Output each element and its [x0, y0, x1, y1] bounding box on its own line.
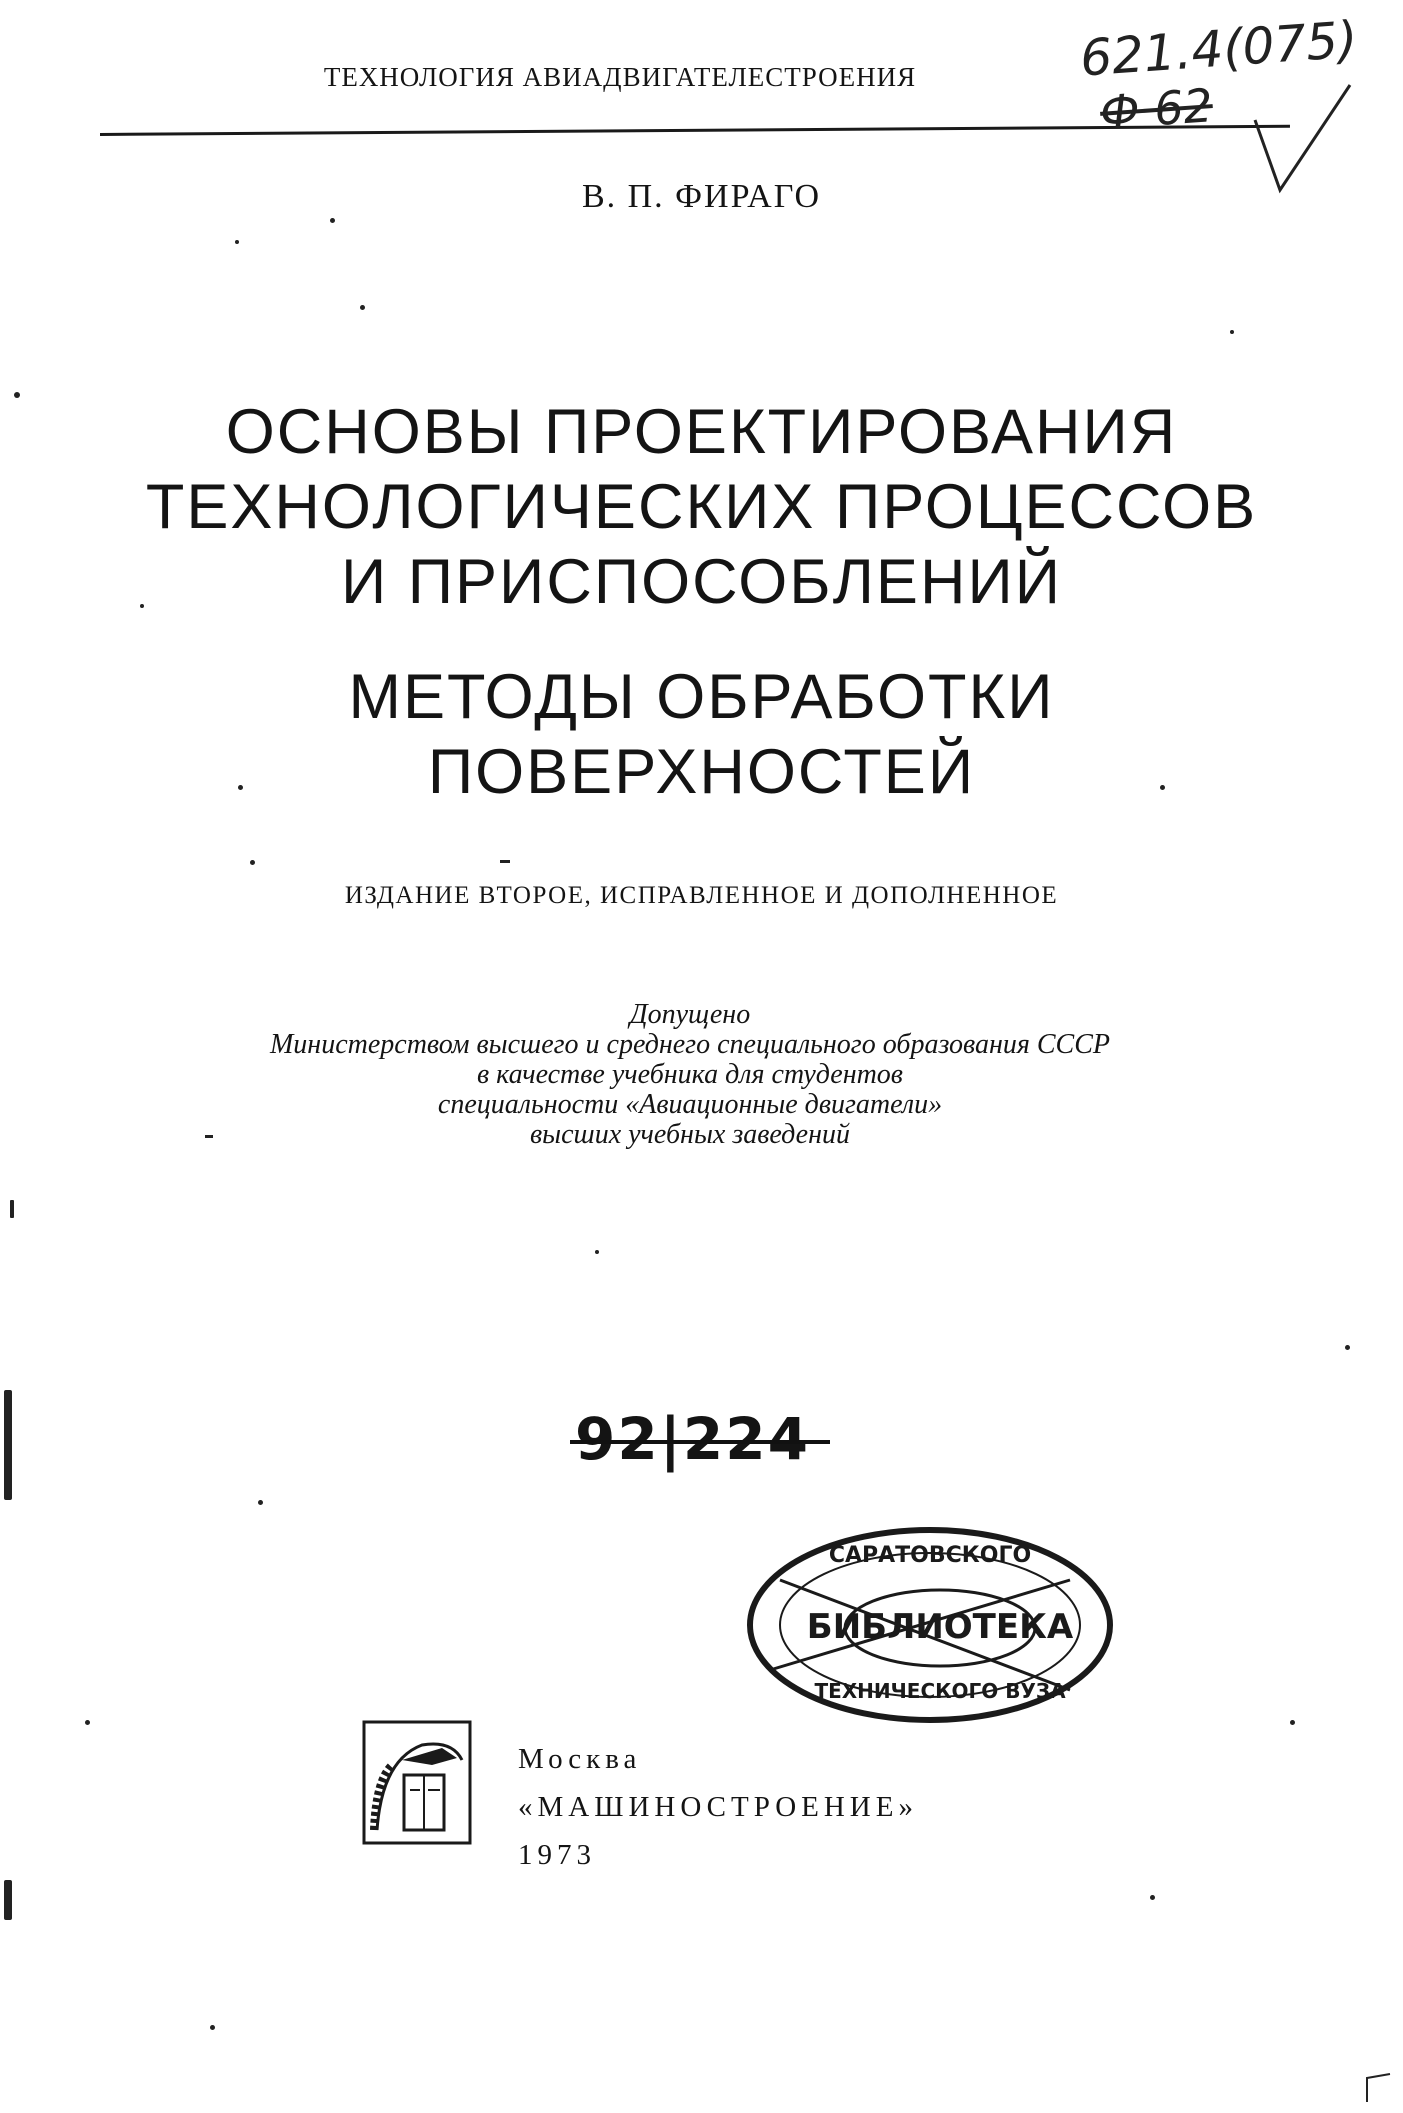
scan-speck: [14, 392, 20, 398]
scan-speck: [1290, 1720, 1295, 1725]
corner-mark: [1362, 2070, 1392, 2105]
scan-speck: [205, 1135, 213, 1138]
title-line: ОСНОВЫ ПРОЕКТИРОВАНИЯ: [225, 397, 1178, 467]
stamp-top-text: САРАТОВСКОГО: [828, 1543, 1032, 1568]
scan-speck: [360, 305, 365, 310]
approval-line: специальности «Авиационные двигатели»: [437, 1089, 943, 1120]
imprint: [518, 1735, 918, 1879]
book-title: [0, 395, 1403, 620]
scan-speck: [1150, 1895, 1155, 1900]
scan-speck: [500, 860, 510, 863]
scan-speck: [4, 1390, 12, 1500]
imprint-publisher: «МАШИНОСТРОЕНИЕ»: [518, 1791, 918, 1823]
scan-speck: [235, 240, 239, 244]
approval-note: [120, 1000, 1260, 1150]
title-line: ТЕХНОЛОГИЧЕСКИХ ПРОЦЕССОВ: [145, 472, 1258, 542]
approval-line: высших учебных заведений: [530, 1119, 850, 1150]
scan-speck: [330, 218, 335, 223]
approval-line: в качестве учебника для студентов: [477, 1059, 903, 1090]
stamp-center-text: БИБЛИОТЕКА: [806, 1607, 1074, 1647]
book-subtitle: [0, 660, 1403, 810]
library-stamp: [740, 1520, 1120, 1730]
handwritten-call-number: 621.4(075): [1078, 10, 1360, 88]
handwritten-shelf-code: Ф 62: [1098, 78, 1215, 140]
approval-line: Допущено: [629, 999, 751, 1030]
scan-speck: [10, 1200, 14, 1218]
scan-speck: [1230, 330, 1234, 334]
publisher-logo-icon: [362, 1720, 472, 1845]
approval-line: Министерством высшего и среднего специального образования СССР: [269, 1029, 1110, 1060]
title-line: И ПРИСПОСОБЛЕНИЙ: [340, 547, 1063, 617]
scan-speck: [85, 1720, 90, 1725]
subtitle-line: ПОВЕРХНОСТЕЙ: [427, 737, 976, 807]
scan-speck: [258, 1500, 263, 1505]
scan-speck: [238, 785, 243, 790]
scan-speck: [250, 860, 255, 865]
edition-note: ИЗДАНИЕ ВТОРОЕ, ИСПРАВЛЕННОЕ И ДОПОЛНЕННОЕ: [344, 882, 1059, 909]
imprint-city: Москва: [518, 1743, 642, 1775]
subtitle-line: МЕТОДЫ ОБРАБОТКИ: [348, 662, 1055, 732]
scan-speck: [210, 2025, 215, 2030]
scan-speck: [1345, 1345, 1350, 1350]
series-title: ТЕХНОЛОГИЯ АВИАДВИГАТЕЛЕСТРОЕНИЯ: [323, 62, 917, 92]
scan-speck: [595, 1250, 599, 1254]
author-name: В. П. ФИРАГО: [581, 178, 822, 215]
inventory-strike-line: [570, 1440, 830, 1444]
imprint-year: 1973: [518, 1839, 596, 1871]
scan-speck: [140, 604, 144, 608]
scan-speck: [1160, 785, 1165, 790]
inventory-number: 92|224: [575, 1405, 810, 1473]
scan-speck: [4, 1880, 12, 1920]
stamp-bottom-text: ТЕХНИЧЕСКОГО ВУЗА: [814, 1679, 1066, 1703]
